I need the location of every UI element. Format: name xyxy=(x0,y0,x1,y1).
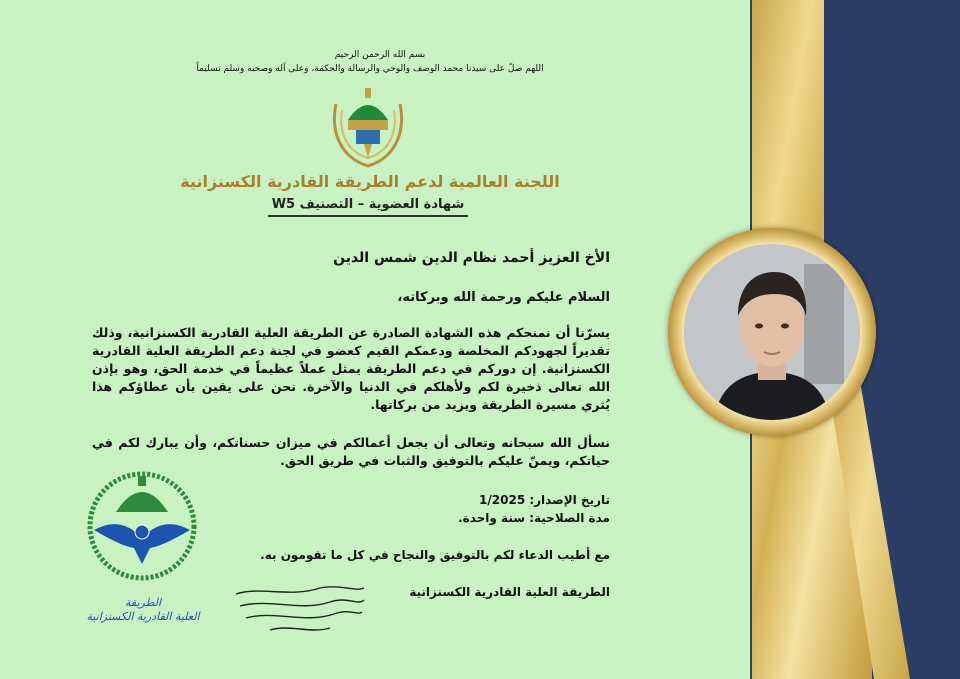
issue-date: تاريخ الإصدار: 1/2025 xyxy=(479,493,610,507)
greeting: السلام عليكم ورحمة الله وبركاته، xyxy=(397,290,610,305)
profile-photo-frame xyxy=(668,228,876,436)
recipient-name: الأخ العزيز أحمد نظام الدين شمس الدين xyxy=(333,250,610,266)
certificate-type: شهادة العضوية – التصنيف W5 xyxy=(271,197,465,212)
body-paragraph-2: نسأل الله سبحانه وتعالى أن يجعل أعمالكم في ميزان حسناتكم، وأن يبارك لكم في حياتكم، ويمنّ عليكم بالتوفيق والثبات في طريق الحق. xyxy=(92,435,610,468)
calligraphic-signature xyxy=(230,580,370,640)
validity-period: مدة الصلاحية: سنة واحدة. xyxy=(458,511,610,525)
title-underline xyxy=(268,215,468,217)
body-paragraph-1: يسرّنا أن نمنحكم هذه الشهادة الصادرة عن الطريقة العلية القادرية الكسنزانية، وذلك تقديراً لجهودكم المخلصة ودعمكم القيم كعضو في لجنة دعم الطريقة العلية القادرية الكسنزانية. إن دوركم في دعم الطريقة يمثل عملاً عظيماً في خدمة الحق، وهو بإذن الله تعالى ذخيرة لكم ولأهلكم في الدنيا والآخرة. نحن على يقين بأن عطاؤكم هذا يُثري مسيرة الطريقة ويزيد من بركاتها. xyxy=(92,325,610,412)
dome-emblem-icon xyxy=(328,84,408,170)
seal-emblem-icon xyxy=(86,468,198,588)
seal-caption xyxy=(84,596,202,624)
salawat-line: اللهم صلّ على سيدنا محمد الوصف والوحي والرسالة والحكمة، وعلى آله وصحبه وسلم تسليماً xyxy=(196,64,544,74)
seal-caption-line-2: العلية القادرية الكسنزانية xyxy=(86,610,200,623)
seal-caption-line-1: الطريقة xyxy=(124,596,162,609)
profile-photo xyxy=(684,244,860,420)
closing-wishes: مع أطيب الدعاء لكم بالتوفيق والنجاح في كل ما تقومون به. xyxy=(260,548,610,562)
signoff: الطريقة العلية القادرية الكسنزانية xyxy=(409,585,610,599)
basmala: بسم الله الرحمن الرحيم xyxy=(334,50,426,60)
organization-name: اللجنة العالمية لدعم الطريقة القادرية الكسنزانية xyxy=(180,172,560,191)
